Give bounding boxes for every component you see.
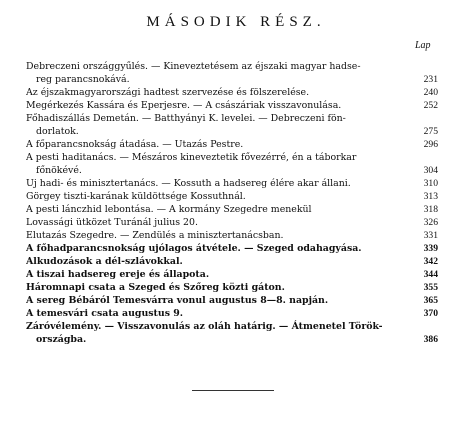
toc-page-number: 386 — [410, 333, 438, 346]
toc-entry-text: Uj hadi- és minisztertanács. — Kossuth a hadsereg élére akar állani. — [26, 178, 351, 189]
toc-entry — [26, 138, 438, 151]
toc-entry-text: Görgey tiszti-karának küldöttsége Kossuthnál. — [26, 191, 246, 202]
page-column-label: Lap — [415, 40, 431, 51]
toc-page-number: 342 — [410, 255, 438, 268]
toc-entry — [26, 320, 438, 346]
toc-page-number: 365 — [410, 294, 438, 307]
toc-entry-text: Elutazás Szegedre. — Zendülés a minisztertanácsban. — [26, 230, 284, 241]
toc-entry — [26, 307, 438, 320]
toc-page-number: 310 — [410, 177, 438, 190]
toc-entry — [26, 255, 438, 268]
toc-entry-text: dorlatok. — [36, 126, 79, 137]
toc-entry-text: Az éjszakmagyarországi hadtest szervezése és fölszerelése. — [26, 87, 310, 98]
toc-entry — [26, 242, 438, 255]
toc-entry — [26, 203, 438, 216]
toc-entry — [26, 86, 438, 99]
toc-entry-text: A pesti haditanács. — Mészáros kineveztetik fővezérré, én a táborkar — [26, 152, 357, 163]
toc-entry-text: főnökévé. — [36, 165, 82, 176]
toc-entry — [26, 151, 438, 177]
toc-entry — [26, 281, 438, 294]
toc-entry-text: A sereg Bébáról Temesvárra vonul augustus 8—8. napján. — [26, 295, 329, 306]
toc-entry-text: országba. — [36, 334, 87, 345]
toc-entry-text: reg parancsnokává. — [36, 74, 130, 85]
toc-page-number: 252 — [410, 99, 438, 112]
section-title: MÁSODIK RÉSZ. — [146, 14, 326, 30]
toc-entry-text: Háromnapi csata a Szeged és Szőreg közti gáton. — [26, 282, 285, 293]
toc-page-number: 370 — [410, 307, 438, 320]
toc-entry-text: Záróvélemény. — Visszavonulás az oláh határig. — Átmenetel Török- — [26, 321, 383, 332]
toc-entry — [26, 177, 438, 190]
toc-page-number: 318 — [410, 203, 438, 216]
toc-entry-text: Főhadiszállás Demetán. — Batthyányi K. levelei. — Debreczeni fön- — [26, 113, 346, 124]
toc-entry — [26, 294, 438, 307]
toc-entry — [26, 60, 438, 86]
toc-page-number: 331 — [410, 229, 438, 242]
toc-page-number: 275 — [410, 125, 438, 138]
toc-page-number: 313 — [410, 190, 438, 203]
toc-page-number: 304 — [410, 164, 438, 177]
toc-entry — [26, 268, 438, 281]
toc-entry — [26, 112, 438, 138]
toc-page-number: 344 — [410, 268, 438, 281]
toc-page-number: 296 — [410, 138, 438, 151]
toc-entry — [26, 229, 438, 242]
toc-entry-text: Debreczeni országgyűlés. — Kineveztetésem az éjszaki magyar hadse- — [26, 61, 361, 72]
toc-entry-text: A temesvári csata augustus 9. — [26, 308, 184, 319]
toc-page-number: 240 — [410, 86, 438, 99]
toc-entry — [26, 190, 438, 203]
closing-rule — [192, 390, 274, 391]
table-of-contents — [26, 60, 438, 346]
toc-page-number: 339 — [410, 242, 438, 255]
toc-entry — [26, 216, 438, 229]
toc-page-number: 355 — [410, 281, 438, 294]
toc-entry-text: A főparancsnokság átadása. — Utazás Pestre. — [26, 139, 244, 150]
toc-entry-text: A főhadparancsnokság ujólagos átvétele. — Szeged odahagyása. — [26, 243, 362, 254]
toc-entry-text: A tiszai hadsereg ereje és állapota. — [26, 269, 210, 280]
toc-page-number: 231 — [410, 73, 438, 86]
toc-entry — [26, 99, 438, 112]
toc-page-number: 326 — [410, 216, 438, 229]
toc-entry-text: Alkudozások a dél-szlávokkal. — [26, 256, 183, 267]
toc-entry-text: Megérkezés Kassára és Eperjesre. — A császáriak visszavonulása. — [26, 100, 342, 111]
toc-entry-text: Lovassági ütközet Turánál julius 20. — [26, 217, 198, 228]
toc-entry-text: A pesti lánczhid lebontása. — A kormány Szegedre menekül — [26, 204, 312, 215]
